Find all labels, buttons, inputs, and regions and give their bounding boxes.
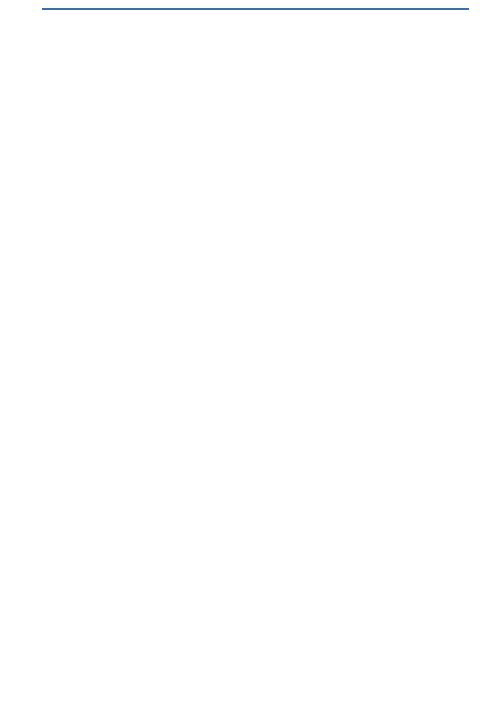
table-bottom-rule xyxy=(42,9,469,10)
data-table-container xyxy=(42,6,469,10)
